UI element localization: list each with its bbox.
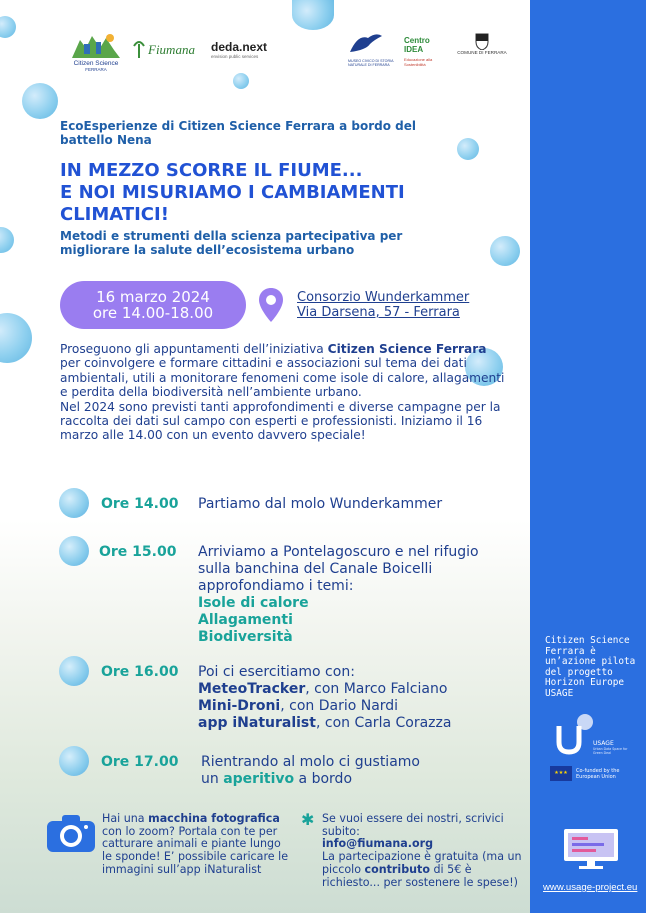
logo-subtext: Educazione alla Sostenibilità (404, 57, 433, 67)
event-hours: ore 14.00-18.00 (92, 304, 214, 322)
usage-project-note: Citizen Science Ferrara è un’azione pilota del progetto Horizon Europe USAGE (545, 635, 636, 699)
decor-bubble (292, 0, 334, 30)
tool-name: app iNaturalist (198, 715, 316, 731)
schedule-description: Rientrando al molo ci gustiamo (201, 754, 420, 770)
logo-text: Centro IDEA (404, 36, 430, 54)
schedule-time: Ore 16.00 (101, 664, 179, 680)
logo-subtext: envision public services (211, 54, 259, 59)
fiumana-logo (132, 42, 200, 87)
asterisk-icon: ✱ (301, 810, 315, 829)
centro-idea-logo (404, 36, 450, 81)
topic-item: Isole di calore (198, 595, 309, 611)
title-line-1: IN MEZZO SCORRE IL FIUME... (60, 160, 363, 181)
topic-item: Allagamenti (198, 612, 293, 628)
schedule-description: Poi ci esercitiamo con: (198, 664, 355, 680)
schedule-text-part: a bordo (294, 771, 353, 787)
camera-tip-highlight: macchina fotografica (148, 812, 280, 825)
usage-logo-subtext: Urban Data Space for Green Deal (593, 747, 628, 755)
tool-item (198, 681, 518, 698)
schedule-bullet (59, 746, 89, 776)
venue-name-link[interactable]: Consorzio Wunderkammer (297, 290, 470, 305)
decor-bubble (22, 83, 58, 119)
location-pin-icon (258, 287, 284, 323)
schedule-description: Arriviamo a Pontelagoscuro e nel rifugio sulla banchina del Canale Boicelli approfondiamo i temi: (198, 544, 479, 594)
event-date: 16 marzo 2024 (96, 288, 210, 306)
partner-logos (60, 30, 520, 75)
venue[interactable] (297, 290, 469, 320)
schedule-bullet (59, 488, 89, 518)
tool-item (198, 715, 518, 732)
usage-logo (553, 712, 633, 762)
decor-bubble (0, 227, 14, 253)
date-badge (60, 281, 246, 329)
schedule-text (198, 544, 498, 646)
intro-paragraph-2: Nel 2024 sono previsti tanti approfondimenti e diverse campagne per la raccolta dei dati sul campo con esperti e professionisti. Iniziamo il 16 marzo alle 14.00 con un evento davvero speciale! (60, 399, 501, 443)
schedule-highlight: aperitivo (223, 771, 295, 787)
schedule-time: Ore 14.00 (101, 496, 179, 512)
comune-ferrara-logo (456, 32, 508, 77)
website-link[interactable]: www.usage-project.eu (543, 882, 638, 893)
intro-highlight: Citizen Science Ferrara (327, 342, 487, 356)
pretitle: EcoEsperienze di Citizen Science Ferrara a bordo del battello Nena (60, 119, 416, 147)
schedule-text (198, 664, 518, 732)
logo-text: MUSEO CIVICO DI STORIA NATURALE DI FERRARA (348, 59, 394, 67)
camera-tip-text-b: con lo zoom? Portala con te per catturare animali e piante lungo le sponde! E’ possibile caricare le immagini sull’app iNaturalist (102, 824, 289, 876)
decor-bubble (0, 16, 16, 38)
logo-text: COMUNE DI FERRARA (457, 50, 507, 55)
schedule-description-2 (201, 771, 521, 788)
intro-text (60, 342, 510, 443)
tool-name: Mini-Droni (198, 698, 281, 714)
deda-next-logo (211, 40, 281, 85)
venue-address-link[interactable]: Via Darsena, 57 - Ferrara (297, 305, 460, 320)
subtitle: Metodi e strumenti della scienza partecipativa per migliorare la salute dell’ecosistema urbano (60, 229, 403, 257)
schedule-text (201, 754, 521, 788)
signup-email-link[interactable]: info@fiumana.org (322, 837, 434, 851)
camera-tip-text-a: Hai una (102, 812, 149, 825)
signup-intro: Se vuoi essere dei nostri, scrivici subito: (322, 812, 504, 838)
fee-text-a: La partecipazione è gratuita (ma un piccolo (322, 850, 522, 876)
logo-text: deda.next (211, 40, 268, 54)
schedule-bullet (59, 656, 89, 686)
citizen-science-logo (66, 30, 126, 75)
topic-item: Biodiversità (198, 629, 293, 645)
logo-subtext: FERRARA (85, 67, 107, 72)
tool-expert: , con Dario Nardi (280, 698, 399, 714)
schedule-text-part: un (201, 771, 224, 787)
camera-tip (102, 813, 292, 877)
tool-expert: , con Marco Falciano (305, 681, 448, 697)
museo-logo (348, 32, 394, 77)
signup-info (322, 813, 522, 889)
usage-logo-text: USAGE (593, 740, 614, 747)
website-monitor-icon (563, 828, 619, 870)
fee-highlight: contributo (364, 862, 430, 876)
eu-flag-icon: ★★★ (550, 766, 572, 781)
page-title (60, 160, 480, 226)
eu-cofunded-text: Co-funded by the European Union (576, 768, 620, 780)
eu-cofunded-logo (550, 764, 640, 786)
schedule-text: Partiamo dal molo Wunderkammer (198, 496, 443, 512)
title-line-2: E NOI MISURIAMO I CAMBIAMENTI CLIMATICI! (60, 182, 405, 225)
tool-item (198, 698, 518, 715)
intro-text-b: per coinvolgere e formare cittadini e associazioni sul tema dei dati ambientali, utili a monitorare fenomeni come isole di calore, allagamenti e perdita della biodiversità nell’ambiente urbano. (60, 356, 505, 400)
tool-name: MeteoTracker (198, 681, 306, 697)
camera-icon (46, 813, 96, 853)
logo-text: Fiumana (148, 42, 195, 57)
fee-text-b: di 5€ è richiesto... per sostenere le spese!) (322, 862, 518, 889)
logo-text: Citizen Science (73, 60, 119, 67)
schedule-time: Ore 15.00 (99, 544, 177, 560)
intro-text-a: Proseguono gli appuntamenti dell’iniziativa (60, 342, 328, 356)
decor-bubble (457, 138, 479, 160)
decor-bubble (490, 236, 520, 266)
decor-bubble (0, 313, 32, 363)
schedule-bullet (59, 536, 89, 566)
schedule-time: Ore 17.00 (101, 754, 179, 770)
tool-expert: , con Carla Corazza (315, 715, 452, 731)
